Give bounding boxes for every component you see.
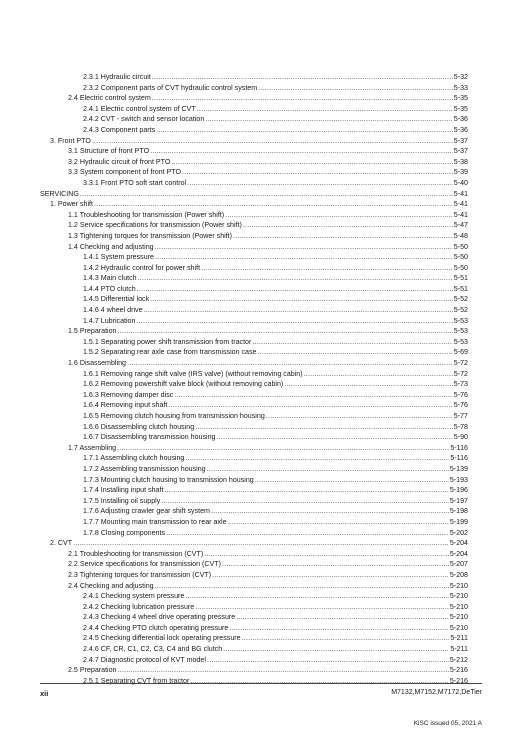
- toc-leader-dots: [252, 337, 452, 348]
- toc-entry[interactable]: [40, 210, 468, 221]
- toc-leader-dots: [161, 496, 449, 507]
- toc-entry-page: 5-69: [453, 348, 468, 357]
- toc-entry[interactable]: [40, 337, 468, 348]
- toc-leader-dots: [127, 358, 453, 369]
- toc-leader-dots: [187, 178, 453, 189]
- toc-entry-title: 1.6.2 Removing powershift valve block (without removing cabin): [83, 380, 284, 389]
- toc-entry-page: 5-116: [450, 454, 468, 463]
- toc-leader-dots: [212, 570, 449, 581]
- toc-leader-dots: [138, 273, 453, 284]
- toc-leader-dots: [164, 485, 448, 496]
- toc-entry-title: 1.7 Assembling: [68, 443, 117, 452]
- toc-entry[interactable]: [40, 390, 468, 401]
- toc-leader-dots: [152, 93, 453, 104]
- toc-entry-page: 5-53: [453, 316, 468, 325]
- toc-leader-dots: [207, 464, 449, 475]
- toc-entry[interactable]: [40, 167, 468, 178]
- toc-entry-page: 5-32: [453, 73, 468, 81]
- toc-entry-page: 5-36: [453, 125, 468, 134]
- toc-entry-title: 3.3.1 Front PTO soft start control: [83, 178, 187, 187]
- toc-entry[interactable]: [40, 464, 468, 475]
- toc-leader-dots: [222, 559, 449, 570]
- toc-entry[interactable]: [40, 199, 468, 210]
- toc-leader-dots: [150, 294, 453, 305]
- toc-entry[interactable]: [40, 316, 468, 327]
- toc-entry-title: SERVICING: [40, 189, 79, 198]
- toc-leader-dots: [216, 432, 452, 443]
- toc-entry[interactable]: [40, 581, 468, 592]
- toc-leader-dots: [156, 125, 453, 136]
- toc-entry[interactable]: [40, 612, 468, 623]
- toc-leader-dots: [174, 390, 453, 401]
- toc-entry-page: 5-41: [453, 210, 468, 219]
- toc-leader-dots: [228, 517, 449, 528]
- toc-entry-page: 5-116: [450, 443, 468, 452]
- toc-entry-page: 5-52: [453, 295, 468, 304]
- toc-entry[interactable]: [40, 189, 468, 200]
- toc-entry-title: 1.4.6 4 wheel drive: [83, 306, 143, 315]
- toc-leader-dots: [236, 612, 449, 623]
- toc-entry-title: 1.6.4 Removing input shaft: [83, 401, 168, 410]
- toc-leader-dots: [197, 104, 453, 115]
- toc-entry-title: 1.6 Disassembling: [68, 359, 126, 368]
- toc-entry[interactable]: [40, 591, 468, 602]
- table-of-contents: [40, 72, 468, 686]
- toc-leader-dots: [258, 347, 453, 358]
- toc-entry-page: 5-196: [449, 486, 468, 495]
- toc-leader-dots: [195, 422, 453, 433]
- toc-entry[interactable]: [40, 411, 468, 422]
- toc-entry-title: 1.5.1 Separating power shift transmission from tractor: [83, 337, 252, 346]
- toc-entry-page: 5-47: [453, 221, 468, 230]
- toc-entry-title: 2.4.1 Checking system pressure: [83, 592, 185, 601]
- toc-entry-title: 2.4.3 Checking 4 wheel drive operating pressure: [83, 613, 236, 622]
- toc-entry-title: 2.3 Tightening torques for transmission (CVT): [68, 570, 212, 579]
- toc-entry-page: 5-199: [449, 517, 468, 526]
- toc-leader-dots: [73, 538, 449, 549]
- toc-entry-page: 5-36: [453, 115, 468, 124]
- toc-entry-title: 1.4.5 Differential lock: [83, 295, 150, 304]
- toc-entry[interactable]: [40, 379, 468, 390]
- toc-entry[interactable]: [40, 517, 468, 528]
- toc-entry-page: 5-35: [453, 104, 468, 113]
- toc-entry[interactable]: [40, 326, 468, 337]
- toc-entry[interactable]: [40, 178, 468, 189]
- toc-entry-title: 2.4.3 Component parts: [83, 125, 156, 134]
- toc-entry[interactable]: [40, 263, 468, 274]
- toc-leader-dots: [136, 316, 452, 327]
- toc-entry-title: 1. Power shift: [50, 200, 93, 209]
- toc-entry-title: 2.4.6 CF, CR, C1, C2, C3, C4 and BG clutch: [83, 645, 223, 654]
- toc-entry-title: 1.7.1 Assembling clutch housing: [83, 454, 185, 463]
- toc-entry-title: 1.5 Preparation: [68, 327, 117, 336]
- toc-entry-page: 5-202: [449, 528, 468, 537]
- toc-entry[interactable]: [40, 231, 468, 242]
- toc-leader-dots: [155, 581, 449, 592]
- toc-leader-dots: [225, 210, 453, 221]
- toc-leader-dots: [223, 644, 449, 655]
- toc-leader-dots: [266, 411, 453, 422]
- toc-leader-dots: [155, 252, 453, 263]
- toc-entry[interactable]: [40, 252, 468, 263]
- toc-entry-page: 5-210: [449, 581, 468, 590]
- toc-entry-title: 1.4 Checking and adjusting: [68, 242, 154, 251]
- toc-leader-dots: [182, 167, 453, 178]
- toc-entry[interactable]: [40, 623, 468, 634]
- toc-entry[interactable]: [40, 538, 468, 549]
- toc-leader-dots: [118, 326, 453, 337]
- toc-entry-title: 2.2 Service specifications for transmission (CVT): [68, 560, 221, 569]
- toc-entry[interactable]: [40, 528, 468, 539]
- toc-entry[interactable]: [40, 347, 468, 358]
- toc-entry-title: 1.4.2 Hydraulic control for power shift: [83, 263, 201, 272]
- toc-entry-page: 5-76: [453, 401, 468, 410]
- toc-entry-title: 2.5 Preparation: [68, 666, 117, 675]
- toc-entry-title: 2.3.2 Component parts of CVT hydraulic control system: [83, 83, 258, 92]
- toc-leader-dots: [243, 220, 453, 231]
- toc-leader-dots: [207, 655, 449, 666]
- toc-entry-page: 5-90: [453, 433, 468, 442]
- toc-entry-page: 5-216: [449, 676, 468, 685]
- toc-entry-title: 1.7.4 Installing input shaft: [83, 486, 164, 495]
- toc-entry[interactable]: [40, 146, 468, 157]
- toc-entry-page: 5-207: [449, 560, 468, 569]
- toc-leader-dots: [211, 506, 449, 517]
- toc-entry[interactable]: [40, 83, 468, 94]
- toc-entry-page: 5-35: [453, 94, 468, 103]
- toc-entry-title: 3.2 Hydraulic circuit of front PTO: [68, 157, 171, 166]
- toc-entry-page: 5-39: [453, 168, 468, 177]
- toc-entry-title: 1.7.3 Mounting clutch housing to transmission housing: [83, 475, 254, 484]
- toc-leader-dots: [255, 475, 449, 486]
- footer-model-list: M7132,M7152,M7172,DeTier: [391, 689, 482, 696]
- toc-leader-dots: [117, 443, 449, 454]
- toc-entry-title: 1.4.3 Main clutch: [83, 274, 137, 283]
- toc-entry[interactable]: [40, 125, 468, 136]
- toc-entry-title: 1.7.2 Assembling transmission housing: [83, 464, 206, 473]
- toc-entry-page: 5-216: [449, 666, 468, 675]
- toc-entry-title: 1.7.8 Closing components: [83, 528, 166, 537]
- toc-entry[interactable]: [40, 422, 468, 433]
- toc-entry[interactable]: [40, 655, 468, 666]
- toc-entry-title: 1.7.6 Adjusting crawler gear shift system: [83, 507, 210, 516]
- toc-leader-dots: [155, 242, 453, 253]
- toc-leader-dots: [304, 369, 453, 380]
- toc-entry-page: 5-210: [449, 623, 468, 632]
- toc-entry[interactable]: [40, 602, 468, 613]
- toc-entry-page: 5-212: [449, 655, 468, 664]
- toc-entry-title: 1.2 Service specifications for transmission (Power shift): [68, 221, 242, 230]
- toc-entry-title: 1.4.1 System pressure: [83, 253, 154, 262]
- toc-entry-title: 2.5.1 Separating CVT from tractor: [83, 676, 190, 685]
- toc-leader-dots: [185, 453, 449, 464]
- toc-entry[interactable]: [40, 400, 468, 411]
- toc-entry[interactable]: [40, 485, 468, 496]
- toc-entry-title: 2.4.7 Diagnostic protocol of KVT model: [83, 655, 206, 664]
- toc-entry-page: 5-208: [449, 570, 468, 579]
- toc-entry-page: 5-33: [453, 83, 468, 92]
- toc-entry[interactable]: [40, 644, 468, 655]
- toc-entry-page: 5-53: [453, 327, 468, 336]
- toc-entry-page: 5-40: [453, 178, 468, 187]
- toc-entry-page: 5-72: [453, 369, 468, 378]
- toc-entry[interactable]: [40, 294, 468, 305]
- toc-entry-page: 5-50: [453, 253, 468, 262]
- toc-entry-title: 2.4.2 Checking lubrication pressure: [83, 602, 195, 611]
- toc-leader-dots: [229, 623, 448, 634]
- toc-entry-title: 1.6.6 Disassembling clutch housing: [83, 422, 195, 431]
- toc-entry-title: 1.3 Tightening torques for transmission (Power shift): [68, 231, 233, 240]
- toc-entry[interactable]: [40, 559, 468, 570]
- toc-entry-page: 5-210: [449, 602, 468, 611]
- toc-leader-dots: [204, 549, 449, 560]
- footer-divider: [40, 683, 482, 684]
- toc-entry[interactable]: [40, 157, 468, 168]
- toc-entry[interactable]: [40, 570, 468, 581]
- toc-entry-page: 5-197: [449, 496, 468, 505]
- toc-entry-title: 2.4.5 Checking differential lock operating pressure: [83, 634, 241, 643]
- toc-entry-title: 2.4.2 CVT - switch and sensor location: [83, 115, 205, 124]
- toc-entry-title: 2. CVT: [50, 539, 73, 548]
- toc-entry-title: 1.6.1 Removing range shift valve (IRS valve) (without removing cabin): [83, 369, 303, 378]
- toc-leader-dots: [258, 83, 453, 94]
- footer-page-number: xii: [40, 689, 49, 698]
- toc-entry-page: 5-210: [449, 613, 468, 622]
- toc-entry[interactable]: [40, 443, 468, 454]
- toc-entry-page: 5-51: [453, 284, 468, 293]
- toc-entry[interactable]: [40, 453, 468, 464]
- toc-entry-page: 5-41: [453, 189, 468, 198]
- toc-entry-page: 5-77: [453, 412, 468, 420]
- toc-entry-title: 1.5.2 Separating rear axle case from transmission case: [83, 348, 257, 357]
- toc-entry-page: 5-76: [453, 390, 468, 399]
- toc-entry[interactable]: [40, 220, 468, 231]
- toc-leader-dots: [80, 189, 453, 200]
- toc-entry-title: 3.1 Structure of front PTO: [68, 147, 150, 156]
- toc-entry-title: 1.7.5 Installing oil supply: [83, 496, 161, 505]
- toc-entry[interactable]: [40, 104, 468, 115]
- toc-entry-page: 5-139: [449, 464, 468, 473]
- toc-entry-title: 1.6.5 Removing clutch housing from transmission housing: [83, 412, 265, 420]
- toc-entry-page: 5-37: [453, 147, 468, 156]
- toc-entry-page: 5-73: [453, 380, 468, 389]
- toc-entry-page: 5-204: [449, 549, 468, 558]
- toc-entry[interactable]: [40, 242, 468, 253]
- toc-entry-page: 5-211: [450, 634, 468, 643]
- toc-entry[interactable]: [40, 369, 468, 380]
- toc-entry-title: 2.4.4 Checking PTO clutch operating pressure: [83, 623, 229, 632]
- toc-leader-dots: [284, 379, 453, 390]
- toc-entry-page: 5-78: [453, 422, 468, 431]
- toc-leader-dots: [205, 114, 452, 125]
- toc-entry-page: 5-50: [453, 242, 468, 251]
- toc-entry-title: 1.6.3 Removing damper disc: [83, 390, 174, 399]
- toc-entry-page: 5-38: [453, 157, 468, 166]
- toc-entry-page: 5-193: [449, 475, 468, 484]
- toc-leader-dots: [242, 633, 450, 644]
- toc-entry-page: 5-52: [453, 306, 468, 315]
- toc-leader-dots: [171, 157, 452, 168]
- toc-leader-dots: [233, 231, 453, 242]
- toc-entry[interactable]: [40, 358, 468, 369]
- toc-entry-title: 2.1 Troubleshooting for transmission (CVT): [68, 549, 204, 558]
- toc-entry-page: 5-210: [449, 592, 468, 601]
- toc-leader-dots: [144, 305, 453, 316]
- toc-entry-title: 1.4.7 Lubrication: [83, 316, 136, 325]
- toc-entry[interactable]: [40, 475, 468, 486]
- toc-entry[interactable]: [40, 93, 468, 104]
- toc-entry[interactable]: [40, 432, 468, 443]
- toc-leader-dots: [152, 72, 453, 83]
- toc-leader-dots: [185, 591, 449, 602]
- toc-leader-dots: [94, 199, 453, 210]
- toc-entry-page: 5-53: [453, 337, 468, 346]
- toc-entry-page: 5-211: [450, 645, 468, 654]
- toc-leader-dots: [150, 146, 453, 157]
- toc-entry[interactable]: [40, 136, 468, 147]
- toc-entry-page: 5-51: [453, 274, 468, 283]
- toc-leader-dots: [201, 263, 453, 274]
- toc-entry-page: 5-37: [453, 136, 468, 145]
- toc-entry[interactable]: [40, 665, 468, 676]
- toc-leader-dots: [137, 284, 453, 295]
- toc-entry[interactable]: [40, 273, 468, 284]
- toc-entry-title: 3. Front PTO: [50, 136, 91, 145]
- toc-entry-title: 2.3.1 Hydraulic circuit: [83, 73, 151, 81]
- toc-entry-page: 5-50: [453, 263, 468, 272]
- toc-entry-title: 2.4 Electric control system: [68, 94, 151, 103]
- toc-leader-dots: [190, 676, 449, 687]
- toc-leader-dots: [92, 136, 453, 147]
- toc-entry[interactable]: [40, 633, 468, 644]
- toc-entry[interactable]: [40, 305, 468, 316]
- toc-entry-title: 1.4.4 PTO clutch: [83, 284, 136, 293]
- toc-entry[interactable]: [40, 72, 468, 83]
- toc-leader-dots: [195, 602, 449, 613]
- toc-entry-title: 1.7.7 Mounting main transmission to rear axle: [83, 517, 227, 526]
- issue-stamp: KiSC issued 05, 2021 A: [413, 720, 482, 727]
- toc-entry-page: 5-48: [453, 231, 468, 240]
- toc-leader-dots: [118, 665, 449, 676]
- toc-entry[interactable]: [40, 496, 468, 507]
- toc-entry-page: 5-72: [453, 359, 468, 368]
- toc-entry-title: 1.1 Troubleshooting for transmission (Power shift): [68, 210, 225, 219]
- toc-leader-dots: [168, 400, 452, 411]
- toc-entry[interactable]: [40, 114, 468, 125]
- toc-entry[interactable]: [40, 506, 468, 517]
- toc-entry-title: 2.4.1 Electric control system of CVT: [83, 104, 196, 113]
- toc-entry-page: 5-198: [449, 507, 468, 516]
- toc-entry-title: 3.3 System component of front PTO: [68, 168, 182, 177]
- toc-entry[interactable]: [40, 284, 468, 295]
- toc-leader-dots: [166, 528, 449, 539]
- toc-entry-page: 5-204: [449, 539, 468, 548]
- toc-entry-page: 5-41: [453, 200, 468, 209]
- toc-entry-title: 1.6.7 Disassembling transmission housing: [83, 433, 216, 442]
- toc-entry-title: 2.4 Checking and adjusting: [68, 581, 154, 590]
- toc-entry[interactable]: [40, 549, 468, 560]
- toc-entry[interactable]: [40, 676, 468, 687]
